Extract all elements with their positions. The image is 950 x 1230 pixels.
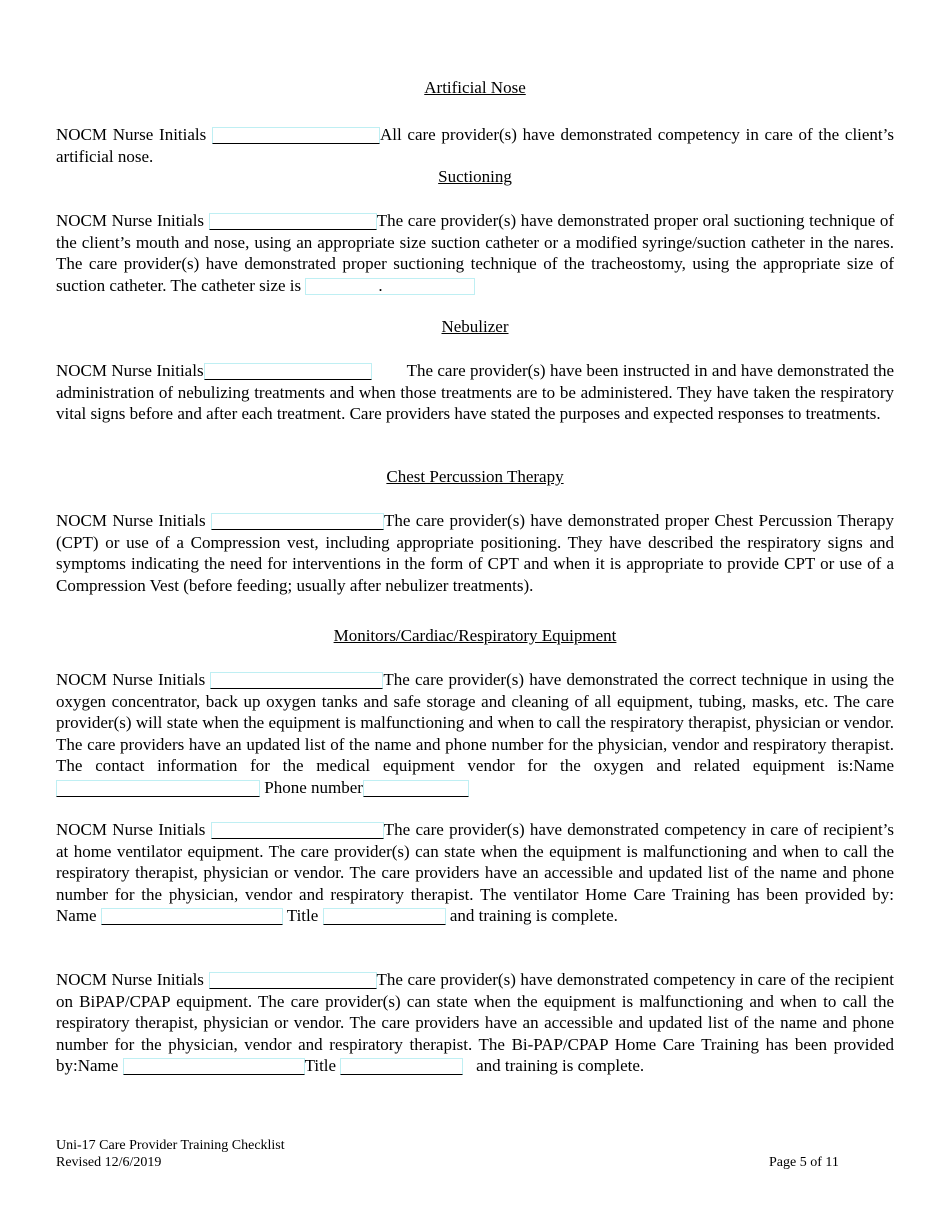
initials-field-ventilator[interactable] — [211, 822, 384, 839]
para-monitors — [56, 669, 894, 798]
phone-number-label: Phone number — [264, 777, 363, 797]
catheter-size-period: . — [378, 275, 383, 295]
bipap-text: The care provider(s) have demonstrated competency in care of the recipient on BiPAP/CPAP equipment. The care provider(s) can state when the equipment is malfunctioning and when to call the respiratory therapist, physician or vendor. The care providers have an accessible and updated list of the name and phone number for the physician, vendor and respiratory therapist. The Bi-PAP/CPAP Home Care Training has been provided by:Name — [56, 970, 895, 1075]
ventilator-text: The care provider(s) have demonstrated competency in care of recipient’s at home ventilator equipment. The care provider(s) can state when the equipment is malfunctioning and when to call the respiratory therapist, physician or vendor. The care providers have an accessible and updated list of the name and phone number for the physician, vendor and respiratory therapist. The ventilator Home Care Training has been provided by: Name — [56, 820, 895, 925]
nurse-initials-label: NOCM Nurse Initials — [56, 820, 206, 839]
suctioning-text: The care provider(s) have demonstrated proper oral suctioning technique of the client’s mouth and nose, using an appropriate size suction catheter or a modified syringe/suction catheter in the nares. The care provider(s) have demonstrated proper suctioning technique of the tracheostomy, using the appropriate size of suction catheter. The catheter size is — [56, 211, 895, 295]
para-nebulizer — [56, 360, 894, 425]
heading-nebulizer: Nebulizer — [441, 317, 509, 336]
catheter-size-field[interactable] — [305, 275, 475, 295]
bipap-trainer-name-field[interactable] — [123, 1058, 305, 1075]
vendor-phone-field[interactable] — [363, 780, 469, 797]
initials-field-suctioning[interactable] — [209, 213, 377, 230]
footer-page-number: Page 5 of 11 — [769, 1155, 839, 1170]
heading-suctioning: Suctioning — [438, 167, 512, 186]
initials-field-bipap[interactable] — [209, 972, 377, 989]
nurse-initials-label: NOCM Nurse Initials — [56, 125, 207, 144]
nurse-initials-label: NOCM Nurse Initials — [56, 670, 206, 689]
nurse-initials-label: NOCM Nurse Initials — [56, 211, 205, 230]
initials-field-cpt[interactable] — [211, 513, 384, 530]
vendor-name-field[interactable] — [56, 780, 260, 797]
nebulizer-text: The care provider(s) have been instructed in and have demonstrated the administration of nebulizing treatments and when those treatments are to be administered. They have taken the respiratory vital signs before and after each treatment. Care providers have stated the purposes and expected responses to treatments. — [56, 361, 895, 423]
para-suctioning — [56, 210, 894, 296]
para-ventilator — [56, 819, 894, 927]
monitors-text: The care provider(s) have demonstrated the correct technique in using the oxygen concentrator, back up oxygen tanks and safe storage and cleaning of all equipment, tubing, masks, etc. The care provider(s) will state when the equipment is malfunctioning and when to call the respiratory therapist, physician or vendor. The care providers have an updated list of the name and phone number for the physician, vendor and respiratory therapist. The contact information for the medical equipment vendor for the oxygen and related equipment is:Name — [56, 670, 895, 775]
bipap-end-text: and training is complete. — [476, 1056, 645, 1075]
ventilator-trainer-name-field[interactable] — [101, 908, 283, 925]
footer-revised: Revised 12/6/2019 — [56, 1155, 162, 1170]
ventilator-end-text: and training is complete. — [449, 906, 618, 925]
heading-monitors-equipment: Monitors/Cardiac/Respiratory Equipment — [333, 626, 617, 645]
nurse-initials-label: NOCM Nurse Initials — [56, 361, 204, 380]
cpt-text: The care provider(s) have demonstrated proper Chest Percussion Therapy (CPT) or use of a Compression vest, including appropriate positioning. They have described the respiratory signs and symptoms indicating the need for interventions in the form of CPT and when it is appropriate to provide CPT or use of a Compression Vest (before feeding; usually after nebulizer treatments). — [56, 511, 895, 595]
footer-doc-title: Uni-17 Care Provider Training Checklist — [56, 1138, 285, 1153]
para-artificial-nose — [56, 124, 894, 167]
initials-field-monitors[interactable] — [210, 672, 383, 689]
para-cpt — [56, 510, 894, 596]
initials-field-artificial-nose[interactable] — [212, 127, 380, 144]
artificial-nose-text: All care provider(s) have demonstrated competency in care of the client’s artificial nose. — [56, 125, 894, 166]
heading-chest-percussion-therapy: Chest Percussion Therapy — [386, 467, 564, 486]
bipap-trainer-title-field[interactable] — [340, 1058, 463, 1075]
initials-field-nebulizer[interactable] — [204, 363, 372, 380]
para-bipap — [56, 969, 894, 1077]
heading-artificial-nose: Artificial Nose — [424, 78, 526, 97]
nurse-initials-label: NOCM Nurse Initials — [56, 511, 206, 530]
footer-left — [56, 1137, 285, 1171]
nurse-initials-label: NOCM Nurse Initials — [56, 970, 204, 989]
ventilator-trainer-title-field[interactable] — [323, 908, 446, 925]
title-label: Title — [304, 1056, 337, 1075]
title-label: Title — [286, 906, 319, 925]
